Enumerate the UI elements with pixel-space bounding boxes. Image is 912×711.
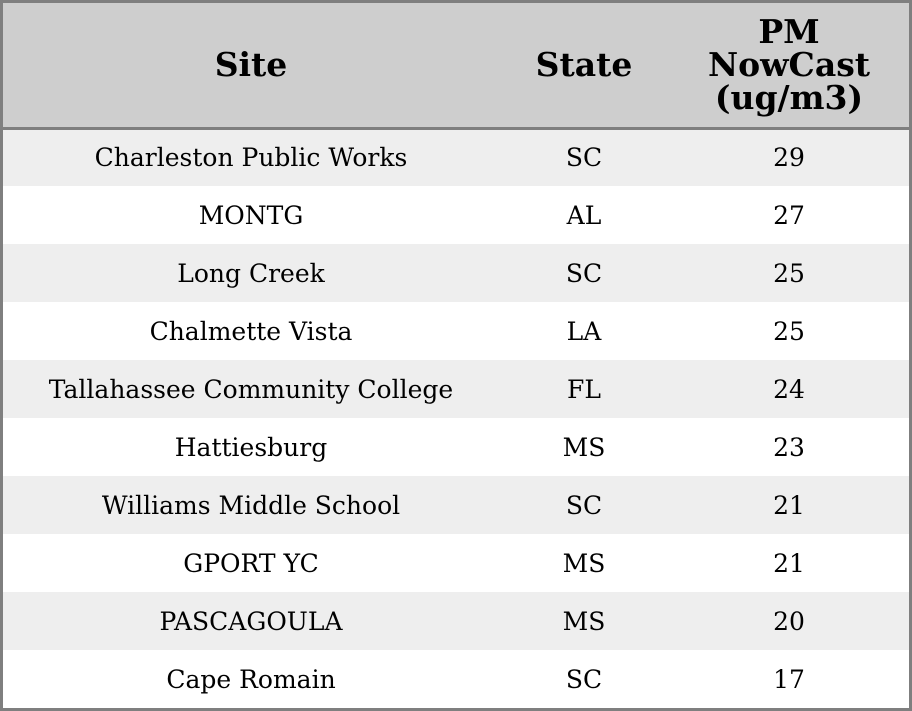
header-pm-line-3: (ug/m3): [714, 78, 864, 118]
cell-state: LA: [566, 316, 602, 346]
cell-site: Cape Romain: [166, 664, 336, 694]
cell-state: MS: [562, 606, 606, 636]
table-header: [3, 3, 909, 128]
table-row: [3, 186, 909, 244]
table-row: [3, 476, 909, 534]
header-pm-line-2: NowCast: [707, 45, 871, 85]
cell-site: Tallahassee Community College: [48, 374, 454, 404]
table-row: [3, 244, 909, 302]
cell-state: SC: [565, 143, 603, 173]
pm-nowcast-table: [3, 3, 909, 708]
header-pm-nowcast: [669, 3, 909, 128]
header-site-line: Site: [214, 45, 288, 85]
header-state: [499, 3, 669, 128]
cell-site: Charleston Public Works: [94, 143, 408, 173]
cell-site: PASCAGOULA: [159, 606, 343, 636]
cell-pm-nowcast: 25: [773, 316, 805, 346]
cell-pm-nowcast: 29: [773, 143, 805, 173]
header-row: [3, 3, 909, 128]
cell-state: FL: [567, 374, 601, 404]
cell-pm-nowcast: 21: [773, 490, 805, 520]
cell-site: Chalmette Vista: [149, 316, 353, 346]
cell-state: AL: [566, 200, 602, 230]
cell-state: SC: [565, 490, 603, 520]
cell-pm-nowcast: 25: [773, 258, 805, 288]
cell-site: MONTG: [198, 200, 304, 230]
cell-state: MS: [562, 432, 606, 462]
header-pm-line-1: PM: [758, 12, 820, 52]
cell-pm-nowcast: 27: [773, 200, 805, 230]
cell-site: GPORT YC: [183, 548, 319, 578]
table-body: [3, 128, 909, 708]
cell-site: Hattiesburg: [174, 432, 328, 462]
table-row: [3, 302, 909, 360]
header-state-line: State: [535, 45, 633, 85]
cell-pm-nowcast: 17: [773, 664, 805, 694]
header-site: [3, 3, 499, 128]
cell-pm-nowcast: 23: [773, 432, 805, 462]
cell-state: SC: [565, 664, 603, 694]
table-row: [3, 360, 909, 418]
cell-state: MS: [562, 548, 606, 578]
table-row: [3, 418, 909, 476]
table-row: [3, 128, 909, 186]
cell-state: SC: [565, 258, 603, 288]
cell-pm-nowcast: 20: [773, 606, 805, 636]
cell-pm-nowcast: 21: [773, 548, 805, 578]
cell-site: Williams Middle School: [101, 490, 401, 520]
table-row: [3, 534, 909, 592]
cell-site: Long Creek: [177, 258, 325, 288]
table-row: [3, 592, 909, 650]
cell-pm-nowcast: 24: [773, 374, 805, 404]
table-row: [3, 650, 909, 708]
